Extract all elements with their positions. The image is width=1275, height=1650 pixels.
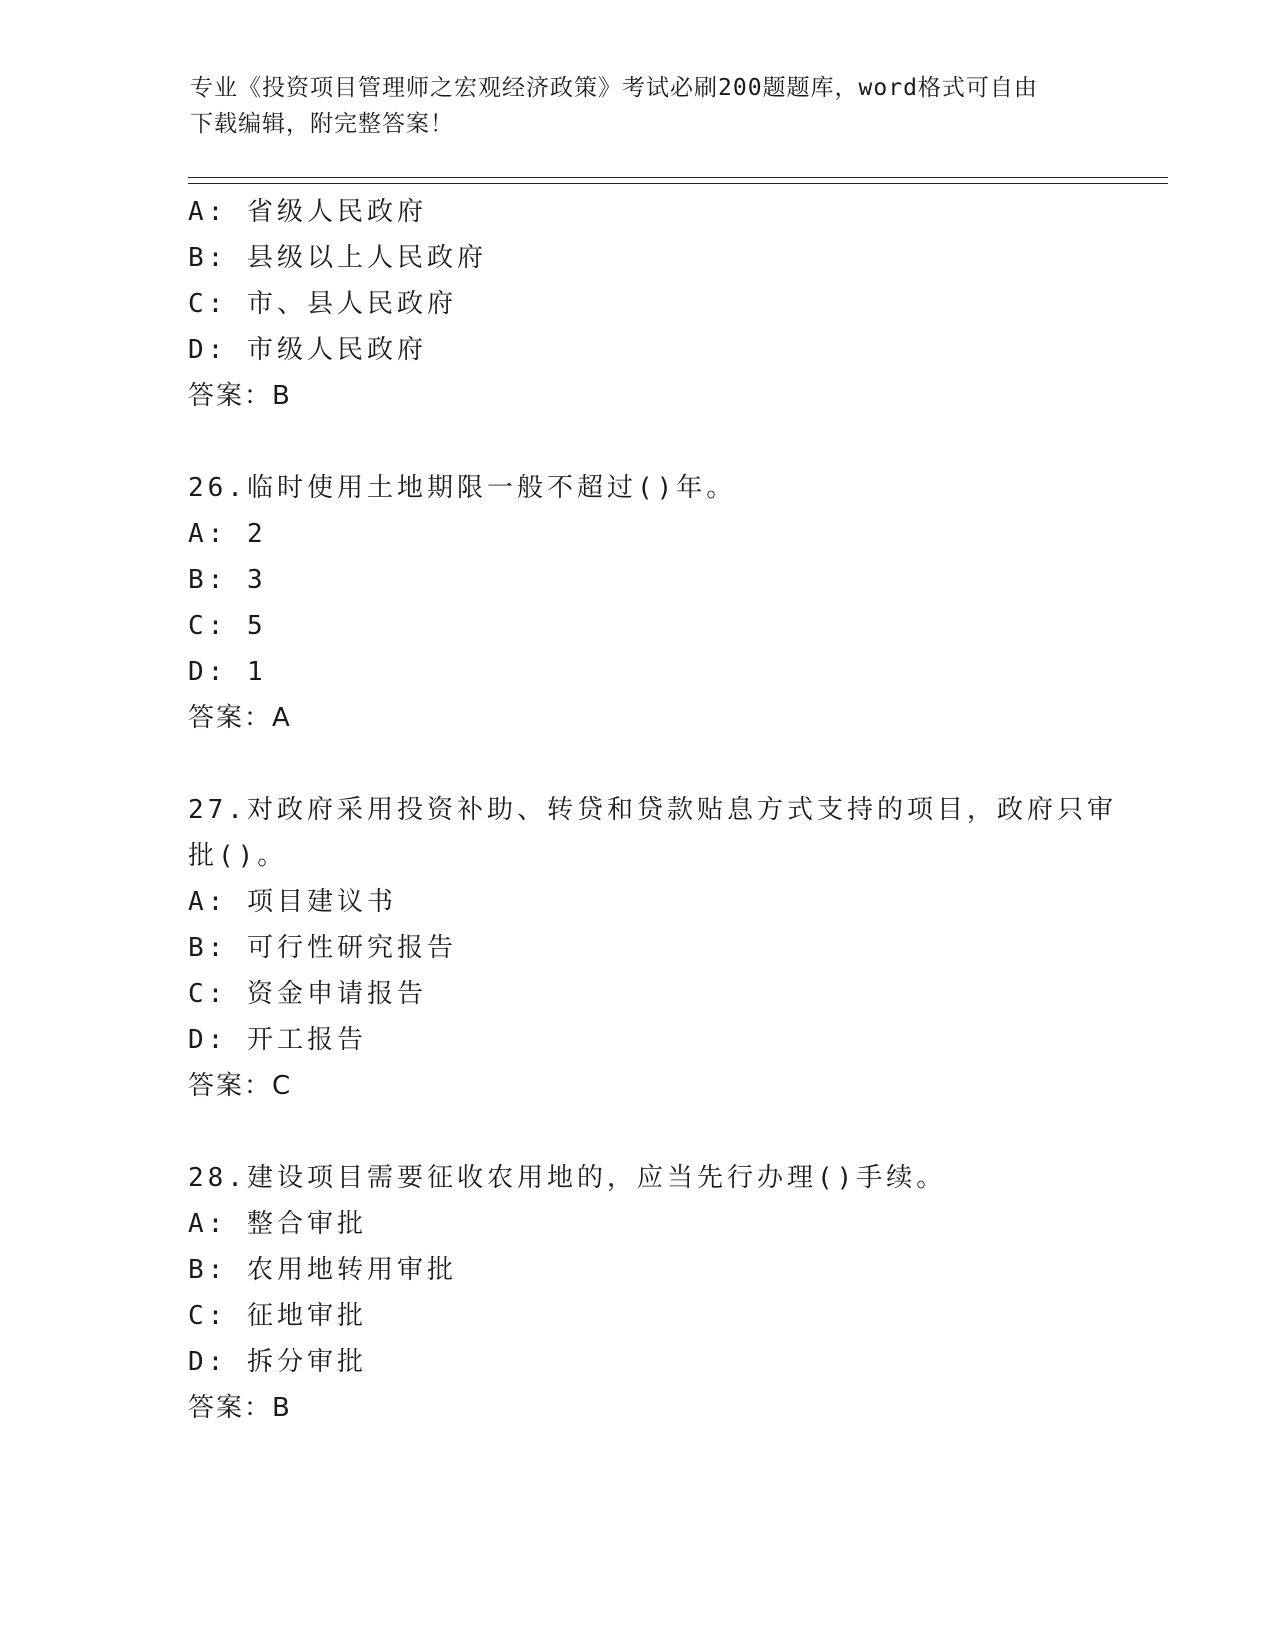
- question-text: 26.临时使用土地期限一般不超过()年。: [188, 473, 737, 503]
- option-d: D: 拆分审批: [188, 1347, 367, 1377]
- answer: 答案：C: [188, 1071, 293, 1101]
- question-28: [188, 1155, 1088, 1431]
- option-a: A: 整合审批: [188, 1209, 367, 1239]
- option-b: B: 3: [188, 565, 267, 595]
- spacer: [188, 419, 1088, 465]
- spacer: [188, 741, 1088, 787]
- option-a: A: 省级人民政府: [188, 197, 427, 227]
- question-text-line-2: 批()。: [188, 841, 288, 871]
- option-b: B: 可行性研究报告: [188, 933, 457, 963]
- option-b: B: 农用地转用审批: [188, 1255, 457, 1285]
- option-d: D: 开工报告: [188, 1025, 367, 1055]
- question-list: [188, 189, 1117, 1431]
- option-a: A: 项目建议书: [188, 887, 397, 917]
- option-c: C: 资金申请报告: [188, 979, 427, 1009]
- document-header: [190, 70, 1090, 142]
- option-c: C: 征地审批: [188, 1301, 367, 1331]
- question-26: [188, 465, 1088, 741]
- question-text: 28.建设项目需要征收农用地的，应当先行办理()手续。: [188, 1163, 947, 1193]
- option-b: B: 县级以上人民政府: [188, 243, 487, 273]
- option-d: D: 市级人民政府: [188, 335, 427, 365]
- option-a: A: 2: [188, 519, 267, 549]
- option-d: D: 1: [188, 657, 267, 687]
- question-27: [188, 787, 1117, 1109]
- spacer: [188, 1109, 1088, 1155]
- question-text-line-1: 27.对政府采用投资补助、转贷和贷款贴息方式支持的项目，政府只审: [188, 795, 1117, 825]
- answer: 答案：B: [188, 1393, 292, 1423]
- question-25: [188, 189, 1088, 419]
- header-rule-bottom: [188, 183, 1168, 184]
- answer: 答案：B: [188, 381, 292, 411]
- header-line-2: 下载编辑，附完整答案！: [190, 111, 454, 137]
- answer: 答案：A: [188, 703, 292, 733]
- header-rule-top: [188, 177, 1168, 178]
- option-c: C: 5: [188, 611, 267, 641]
- option-c: C: 市、县人民政府: [188, 289, 457, 319]
- header-line-1: 专业《投资项目管理师之宏观经济政策》考试必刷200题题库，word格式可自由: [190, 75, 1038, 101]
